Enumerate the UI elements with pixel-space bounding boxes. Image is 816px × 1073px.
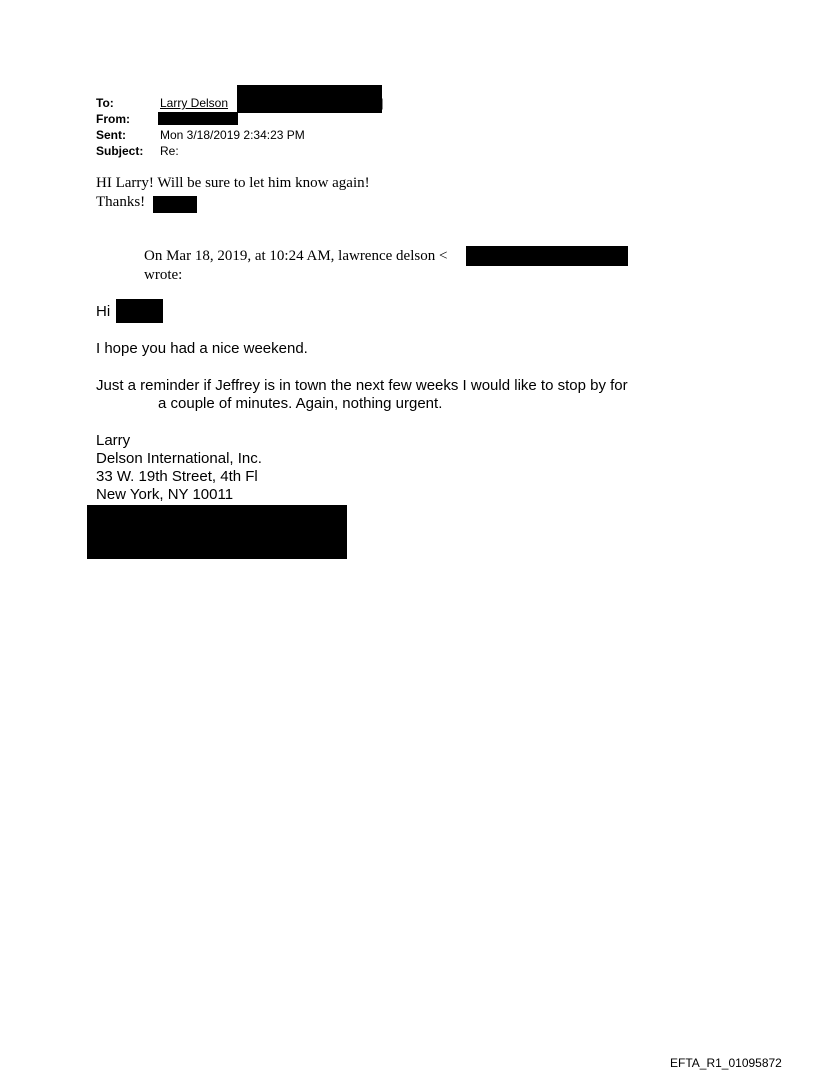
redaction-from — [158, 112, 238, 125]
signature-address-1: 33 W. 19th Street, 4th Fl — [96, 468, 258, 485]
signature-address-2: New York, NY 10011 — [96, 486, 234, 503]
from-label: From: — [96, 112, 130, 126]
greeting: Hi — [96, 303, 111, 320]
sent-value: Mon 3/18/2019 2:34:23 PM — [160, 128, 305, 142]
redaction-delson-email — [466, 246, 628, 266]
redaction-signature-contact — [87, 505, 347, 559]
to-label: To: — [96, 96, 114, 110]
sent-label: Sent: — [96, 128, 126, 142]
paragraph-1: I hope you had a nice weekend. — [96, 340, 308, 357]
redaction-to-email — [237, 85, 382, 113]
signature-company: Delson International, Inc. — [96, 450, 262, 467]
redaction-recipient-name — [116, 299, 163, 323]
quoted-intro-line-1: On Mar 18, 2019, at 10:24 AM, lawrence delson < — [144, 248, 448, 264]
reply-line-2: Thanks! — [96, 194, 146, 210]
reply-line-1: HI Larry! Will be sure to let him know again! — [96, 175, 370, 191]
redaction-sender-name — [153, 196, 197, 213]
document-id: EFTA_R1_01095872 — [670, 1056, 782, 1070]
signature-name: Larry — [96, 432, 131, 449]
subject-value: Re: — [160, 144, 179, 158]
to-value: Larry Delson — [160, 96, 229, 110]
paragraph-2-line-2: a couple of minutes. Again, nothing urgent. — [158, 395, 443, 412]
paragraph-2-line-1: Just a reminder if Jeffrey is in town the next few weeks I would like to stop by for — [96, 377, 628, 394]
quoted-intro-line-2: wrote: — [144, 267, 183, 283]
to-trailing-bracket: ] — [380, 96, 384, 110]
subject-label: Subject: — [96, 144, 144, 158]
